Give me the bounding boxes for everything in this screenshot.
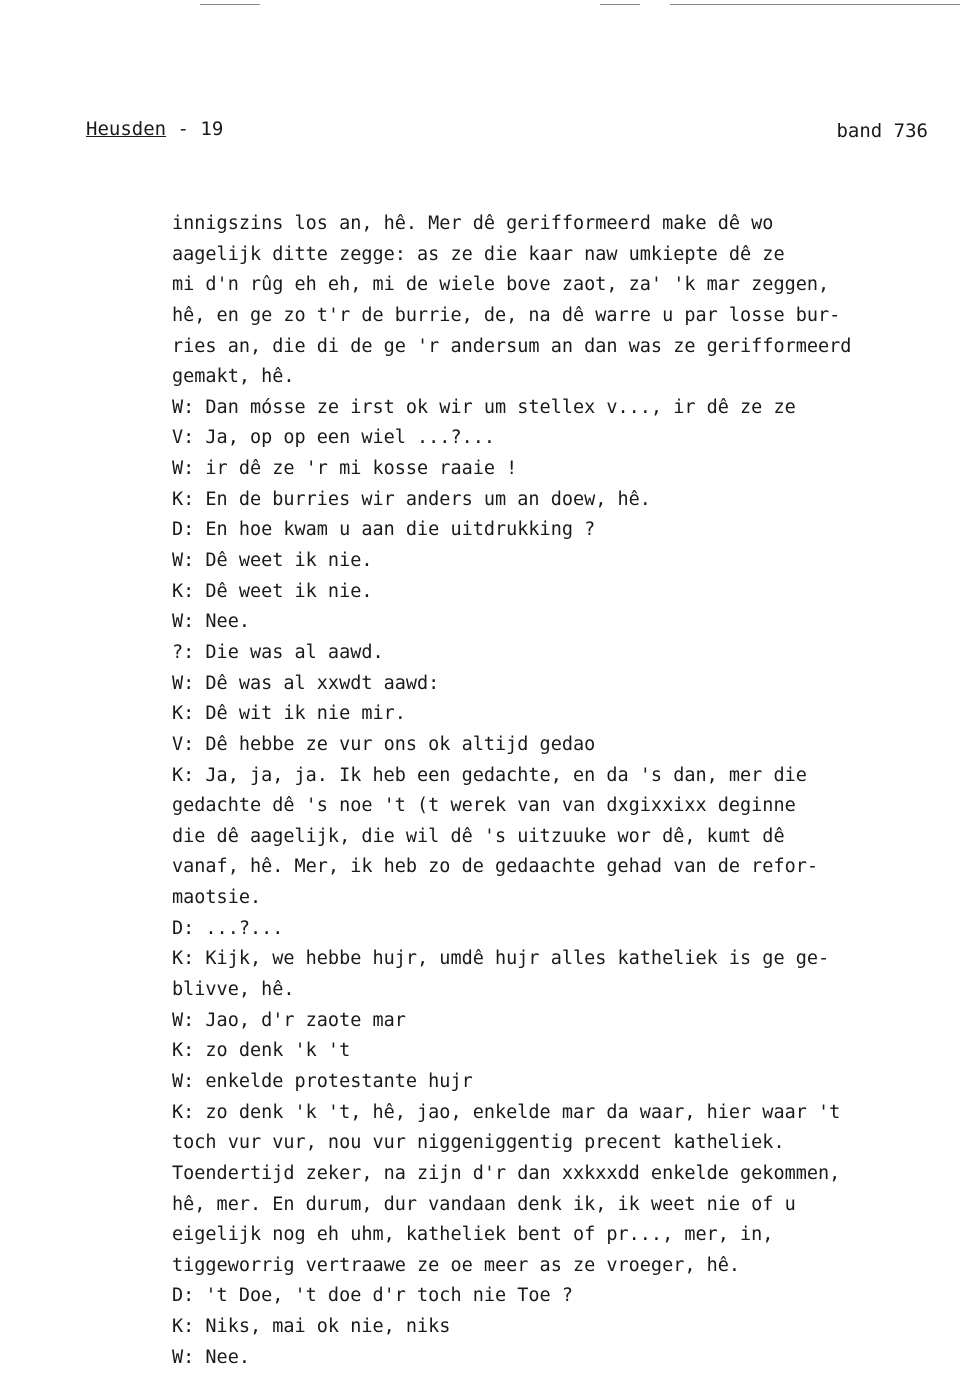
transcript-line: W: Jao, d'r zaote mar — [172, 1009, 406, 1031]
tape-number: band 736 — [836, 120, 928, 142]
transcript-line: eigelijk nog eh uhm, katheliek bent of pr..., mer, in, — [172, 1224, 774, 1246]
transcript-line: ?: Die was al aawd. — [172, 641, 384, 663]
transcript-line: W: Dê was al xxwdt aawd: — [172, 672, 440, 694]
transcript-line: W: enkelde protestante hujr — [172, 1070, 473, 1092]
transcript-line: W: Nee. — [172, 1346, 250, 1368]
scan-edge-line — [600, 4, 640, 5]
transcript-line: Toendertijd zeker, na zijn d'r dan xxkxxdd enkelde gekommen, — [172, 1162, 841, 1184]
transcript-line: V: Ja, op op een wiel ...?... — [172, 427, 496, 449]
transcript-line: aagelijk ditte zegge: as ze die kaar naw umkiepte dê ze — [172, 243, 785, 265]
scan-edge-line — [200, 4, 260, 5]
transcript-line: K: zo denk 'k 't, hê, jao, enkelde mar da waar, hier waar 't — [172, 1101, 841, 1123]
transcript-line: W: Dan mósse ze irst ok wir um stellex v..., ir dê ze ze — [172, 396, 796, 418]
transcript-line: K: Niks, mai ok nie, niks — [172, 1316, 451, 1338]
transcript-line: gedachte dê 's noe 't (t werek van van dxgixxixx deginne — [172, 795, 796, 817]
transcript-line: K: Kijk, we hebbe hujr, umdê hujr alles katheliek is ge ge- — [172, 948, 830, 970]
transcript-line: ries an, die di de ge 'r andersum an dan was ze gerifformeerd — [172, 335, 852, 357]
transcript-line: mi d'n rûg eh eh, mi de wiele bove zaot, za' 'k mar zeggen, — [172, 274, 830, 296]
transcript-line: W: Dê weet ik nie. — [172, 550, 373, 572]
transcript-line: K: Ja, ja, ja. Ik heb een gedachte, en da 's dan, mer die — [172, 764, 807, 786]
transcript-line: D: ...?... — [172, 917, 284, 939]
transcript-line: W: ir dê ze 'r mi kosse raaie ! — [172, 458, 518, 480]
transcript-line: innigszins los an, hê. Mer dê gerifformeerd make dê wo — [172, 213, 774, 234]
transcript-line: W: Nee. — [172, 611, 250, 633]
transcript-line: K: Dê weet ik nie. — [172, 580, 373, 602]
page-header-left — [86, 118, 223, 140]
page-number: - 19 — [166, 118, 224, 140]
transcript-line: hê, en ge zo t'r de burrie, de, na dê warre u par losse bur- — [172, 304, 841, 326]
transcript-line: tiggeworrig vertraawe ze oe meer as ze vroeger, hê. — [172, 1254, 741, 1276]
transcript-line: hê, mer. En durum, dur vandaan denk ik, ik weet nie of u — [172, 1193, 796, 1215]
place-name: Heusden — [86, 118, 167, 140]
transcript-line: D: 't Doe, 't doe d'r toch nie Toe ? — [172, 1285, 573, 1307]
transcript-line: toch vur vur, nou vur niggeniggentig precent katheliek. — [172, 1132, 785, 1154]
transcript-body — [172, 209, 942, 1373]
transcript-line: blivve, hê. — [172, 979, 295, 1001]
scan-edge-line — [670, 4, 960, 5]
transcript-line: K: Dê wit ik nie mir. — [172, 703, 406, 725]
transcript-line: K: En de burries wir anders um an doew, hê. — [172, 488, 651, 510]
transcript-line: K: zo denk 'k 't — [172, 1040, 351, 1062]
transcript-line: maotsie. — [172, 887, 262, 909]
transcript-line: die dê aagelijk, die wil dê 's uitzuuke wor dê, kumt dê — [172, 825, 785, 847]
transcript-line: gemakt, hê. — [172, 366, 295, 388]
transcript-line: D: En hoe kwam u aan die uitdrukking ? — [172, 519, 596, 541]
transcript-line: V: Dê hebbe ze vur ons ok altijd gedao — [172, 733, 596, 755]
transcript-line: vanaf, hê. Mer, ik heb zo de gedaachte gehad van de refor- — [172, 856, 819, 878]
